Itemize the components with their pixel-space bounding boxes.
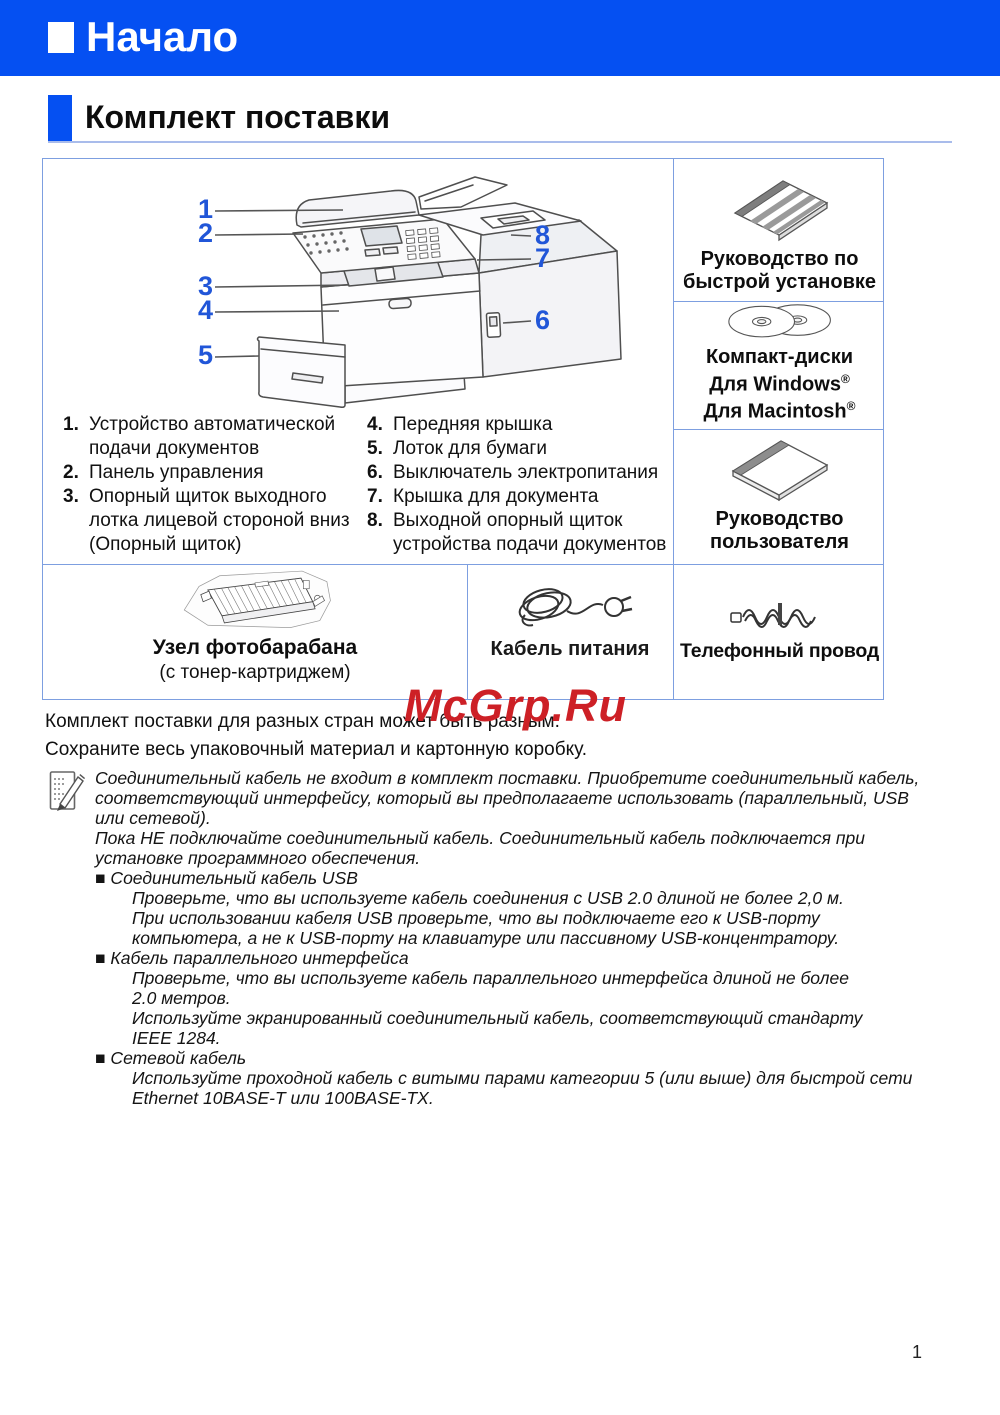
power-cord-cell	[467, 564, 673, 699]
part-number: 4.	[367, 414, 383, 435]
power-cord-icon	[505, 575, 635, 633]
part-text: Лоток для бумаги	[393, 438, 547, 459]
callout-label: 2	[197, 218, 213, 248]
note-line: Ethernet 10BASE-T или 100BASE-TX.	[132, 1088, 434, 1108]
section-title: Комплект поставки	[85, 99, 391, 135]
note-line: соответствующий интерфейсу, который вы предполагаете использовать (параллельный, USB	[95, 788, 909, 808]
part-text: Крышка для документа	[393, 486, 599, 507]
note-line: ■ Сетевой кабель	[95, 1048, 247, 1068]
header-bar	[0, 0, 1000, 76]
drum-unit-cell	[43, 564, 467, 699]
note-line: Пока НЕ подключайте соединительный кабель. Соединительный кабель подключается при	[95, 828, 865, 848]
registered-mark: ®	[846, 399, 856, 414]
cd-discs-icon	[710, 301, 850, 341]
note-pencil-icon	[48, 766, 86, 814]
quick-setup-guide-cell	[674, 159, 885, 301]
section-accent-bar	[48, 95, 72, 141]
part-number: 8.	[367, 510, 383, 531]
note-line: Проверьте, что вы используете кабель соединения с USB 2.0 длиной не более 2,0 м.	[132, 888, 844, 908]
page-number: 1	[912, 1342, 923, 1362]
part-text: Выключатель электропитания	[393, 462, 659, 483]
cd-cell	[674, 301, 885, 429]
callout-label: 4	[197, 295, 213, 325]
item-label: Компакт-диски	[705, 345, 854, 368]
list-item	[63, 413, 355, 461]
item-label: Телефонный провод	[679, 640, 880, 662]
part-text: Устройство автоматической подачи документов	[89, 414, 336, 459]
part-text: Опорный щиток выходного лотка лицевой стороной вниз (Опорный щиток)	[89, 486, 350, 555]
list-item	[63, 461, 355, 485]
callout-label: 6	[535, 305, 551, 335]
section-underline	[48, 141, 952, 143]
item-label: Руководство	[715, 508, 844, 530]
callout-label: 8	[535, 220, 551, 250]
part-number: 5.	[367, 438, 383, 459]
drum-unit-icon	[115, 564, 395, 630]
note-line: Используйте экранированный соединительный кабель, соответствующий стандарту	[132, 1008, 863, 1028]
note-line: IEEE 1284.	[132, 1028, 221, 1048]
intro-line: Сохраните весь упаковочный материал и картонную коробку.	[45, 739, 587, 760]
list-item	[367, 485, 667, 509]
callout-label: 5	[197, 340, 213, 370]
note	[95, 768, 943, 1108]
part-number: 6.	[367, 462, 383, 483]
list-item	[63, 485, 355, 557]
packing-table	[42, 158, 884, 700]
note-line: Проверьте, что вы используете кабель параллельного интерфейса длиной не более	[132, 968, 849, 988]
note-line: Используйте проходной кабель с витыми парами категории 5 (или выше) для быстрой сети	[132, 1068, 913, 1088]
list-item	[367, 413, 667, 437]
item-label: Руководство по	[700, 248, 859, 270]
chapter-title: Начало	[86, 13, 239, 60]
parts-list-right	[367, 413, 667, 557]
user-guide-cell	[674, 429, 885, 564]
callout-label: 1	[197, 194, 213, 224]
part-number: 1.	[63, 414, 79, 435]
parts-list-left	[63, 413, 355, 557]
list-item	[367, 509, 667, 557]
note-line: При использовании кабеля USB проверьте, что вы подключаете его к USB-порту	[132, 908, 820, 928]
note-line: установке программного обеспечения.	[95, 848, 421, 868]
part-number: 3.	[63, 486, 79, 507]
part-text: Передняя крышка	[393, 414, 553, 435]
callout-label: 3	[197, 271, 213, 301]
part-number: 2.	[63, 462, 79, 483]
item-label: Для Macintosh®	[703, 399, 856, 423]
book-icon	[721, 433, 839, 503]
list-item	[367, 461, 667, 485]
note-line: ■ Соединительный кабель USB	[95, 868, 358, 888]
booklet-icon	[721, 167, 839, 243]
note-line: ■ Кабель параллельного интерфейса	[95, 948, 409, 968]
note-line: 2.0 метров.	[132, 988, 231, 1008]
item-label: Для Windows®	[709, 371, 850, 396]
item-label: Узел фотобарабана	[152, 636, 358, 659]
item-label: пользователя	[710, 531, 849, 553]
note-line: Соединительный кабель не входит в комплект поставки. Приобретите соединительный кабель,	[95, 768, 920, 788]
part-text: Панель управления	[89, 462, 264, 483]
part-text: Выходной опорный щиток устройства подачи документов	[393, 510, 667, 555]
printer-illustration	[193, 165, 663, 415]
list-item	[367, 437, 667, 461]
watermark: McGrp.Ru	[404, 680, 628, 731]
part-number: 7.	[367, 486, 383, 507]
phone-cord-icon	[727, 589, 833, 635]
intro-line: Комплект поставки для разных стран может быть разным.	[45, 711, 560, 732]
item-label: Кабель питания	[490, 638, 650, 660]
note-line: или сетевой).	[95, 808, 211, 828]
phone-cord-cell	[674, 564, 885, 699]
callout-label: 7	[535, 243, 551, 273]
registered-mark: ®	[840, 371, 850, 386]
item-label: (с тонер-картриджем)	[159, 662, 351, 683]
item-label: быстрой установке	[682, 271, 877, 293]
note-line: компьютера, а не к USB-порту на клавиатуре или пассивному USB-концентратору.	[132, 928, 840, 948]
header-square-marker	[48, 22, 74, 53]
